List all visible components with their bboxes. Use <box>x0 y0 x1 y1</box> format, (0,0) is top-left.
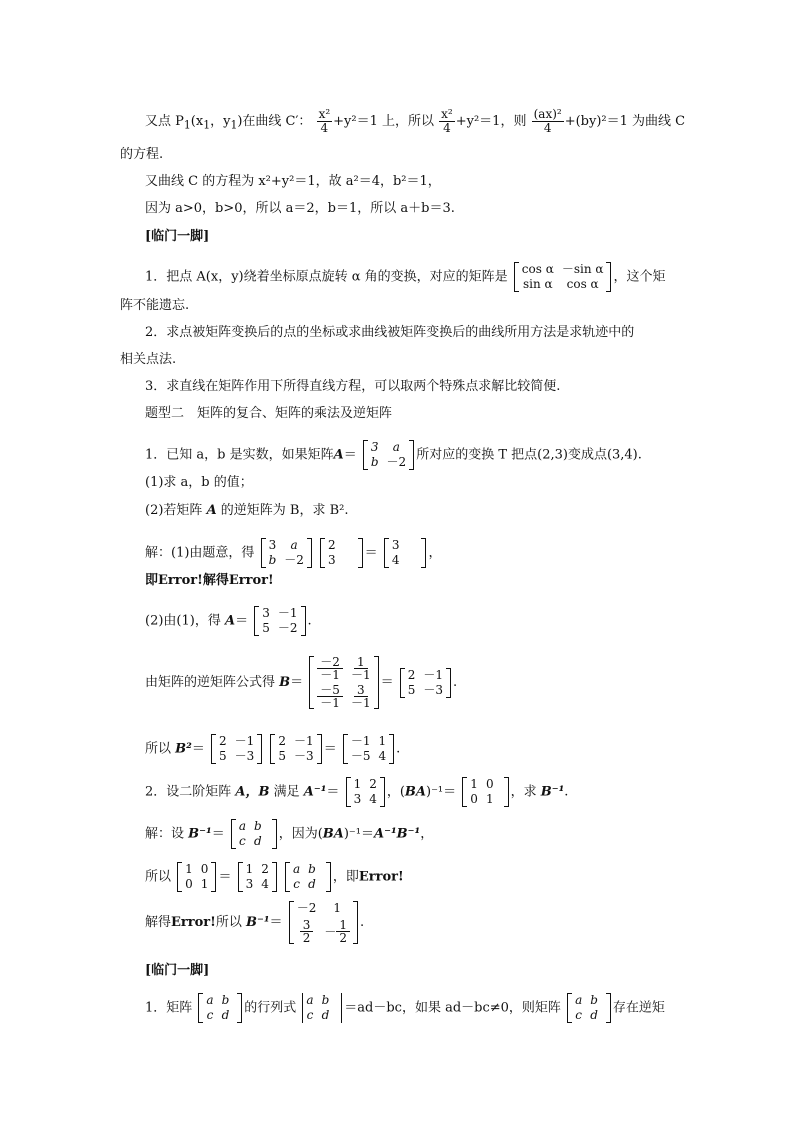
matrix: 1 2 3 4 <box>238 862 277 892</box>
fraction: $\frac{\text{(ax)²}}{4}$ <box>533 107 562 135</box>
matrix: －1 1 －5 4 <box>343 734 394 764</box>
tip-determinant: 1．矩阵 a b c d 的行列式 a b c d ＝ad－bc，如果 ad－bc≠0，则矩阵 a b c d 存在逆矩 <box>145 993 665 1022</box>
inverse-fraction-matrix: －2 －1 1 －1 －5 －1 3 －1 <box>309 656 378 709</box>
section-heading: [临门一脚] <box>145 229 210 244</box>
rotation-matrix: cos α －sin α sin α cos α <box>514 262 612 292</box>
matrix: a b c d <box>285 862 331 892</box>
solution-1: 解：(1)由题意，得 3 a b －2 2 3 ＝ 3 4 ， <box>145 538 442 567</box>
text: 1．把点 A(x，y)绕着坐标原点旋转 α 角的变换，对应的矩阵是 <box>145 269 508 285</box>
matrix: 3 －1 5 －2 <box>254 606 305 636</box>
matrix: a b c d <box>198 993 242 1023</box>
text: )在曲线 C′： <box>237 114 312 129</box>
subscript: 1 <box>203 118 211 132</box>
section-heading: [临门一脚] <box>145 963 210 978</box>
line-text: 又曲线 C 的方程为 x²+y²＝1，故 a²＝4，b²＝1， <box>145 174 441 189</box>
line-text: 3．求直线在矩阵作用下所得直线方程，可以取两个特殊点求解比较简便. <box>145 379 561 394</box>
vector: 3 4 <box>384 538 427 568</box>
subscript: 1 <box>230 118 238 132</box>
matrix: 3 a b －2 <box>261 538 312 568</box>
question-1-part-2: (2)若矩阵 A 的逆矩阵为 B，求 B². <box>145 503 349 518</box>
matrix: －2 1 3 2 － 1 2 <box>289 901 358 944</box>
line-text: 的方程. <box>120 147 164 162</box>
vector: 2 3 <box>320 538 363 568</box>
text: ，y <box>210 114 231 129</box>
matrix-a: 3 a b －2 <box>363 440 414 470</box>
line-text: 阵不能遗忘. <box>120 298 190 313</box>
tip-rotation-matrix <box>145 262 666 292</box>
line-text: (1)求 a，b 的值； <box>145 475 253 490</box>
solution-equation: 所以 1 0 0 1 ＝ 1 2 3 4 a b c d ，即Error! <box>145 862 404 891</box>
text: ，这个矩 <box>613 269 666 285</box>
line-text: 2．求点被矩阵变换后的点的坐标或求曲线被矩阵变换后的曲线所用方法是求轨迹中的 <box>145 325 635 340</box>
text: +(by)²＝1 为曲线 C <box>564 114 686 129</box>
line-curve-c-prime <box>145 108 685 135</box>
question-1: 1．已知 a，b 是实数，如果矩阵A＝ 3 a b －2 所对应的变换 T 把点(2,3)变成点(3,4). <box>145 440 642 469</box>
matrix: 2 －1 5 －3 <box>400 668 451 698</box>
matrix: 2 －1 5 －3 <box>211 734 262 764</box>
solution-set-b-inverse: 解：设 B⁻¹＝ a b c d ，因为(BA)⁻¹＝A⁻¹B⁻¹， <box>145 819 434 848</box>
text: +y²＝1，则 <box>455 114 527 129</box>
line-text: 相关点法. <box>120 352 177 367</box>
text: 又点 P <box>145 114 184 129</box>
text: +y²＝1 上，所以 <box>333 114 435 129</box>
fraction: $\frac{\text{x²}}{4}$ <box>441 107 453 135</box>
matrix: a b c d <box>567 993 611 1023</box>
fraction: $\frac{\text{x²}}{4}$ <box>318 107 331 135</box>
matrix: 2 －1 5 －3 <box>270 734 321 764</box>
solution-2: (2)由(1)，得 A＝ 3 －1 5 －2 . <box>145 606 312 635</box>
solution-b-squared: 所以 B²＝ 2 －1 5 －3 2 －1 5 －3 ＝ －1 1 －5 4 . <box>145 734 401 763</box>
matrix: 1 2 3 4 <box>346 777 385 807</box>
matrix: 1 0 0 1 <box>462 777 508 807</box>
matrix: a b c d <box>231 819 277 849</box>
matrix: 1 0 0 1 <box>177 862 216 892</box>
solution-inverse: 由矩阵的逆矩阵公式得 B＝ －2 －1 1 －1 －5 －1 3 －1 ＝ 2 －1 5 －3 . <box>145 655 458 710</box>
error-line: 即Error!解得Error! <box>145 573 274 588</box>
solution-result: 解得Error!所以 B⁻¹＝ －2 1 3 2 － 1 2 . <box>145 901 365 945</box>
topic-heading: 题型二 矩阵的复合、矩阵的乘法及逆矩阵 <box>145 406 393 421</box>
subscript: 1 <box>183 118 191 132</box>
text: (x <box>190 114 204 129</box>
question-2: 2．设二阶矩阵 A，B 满足 A⁻¹＝ 1 2 3 4 ，(BA)⁻¹＝ 1 0 0 1 ，求 B⁻¹. <box>145 777 569 806</box>
line-text: 因为 a>0，b>0，所以 a＝2，b＝1，所以 a＋b＝3. <box>145 201 455 216</box>
determinant: a b c d <box>302 993 342 1023</box>
